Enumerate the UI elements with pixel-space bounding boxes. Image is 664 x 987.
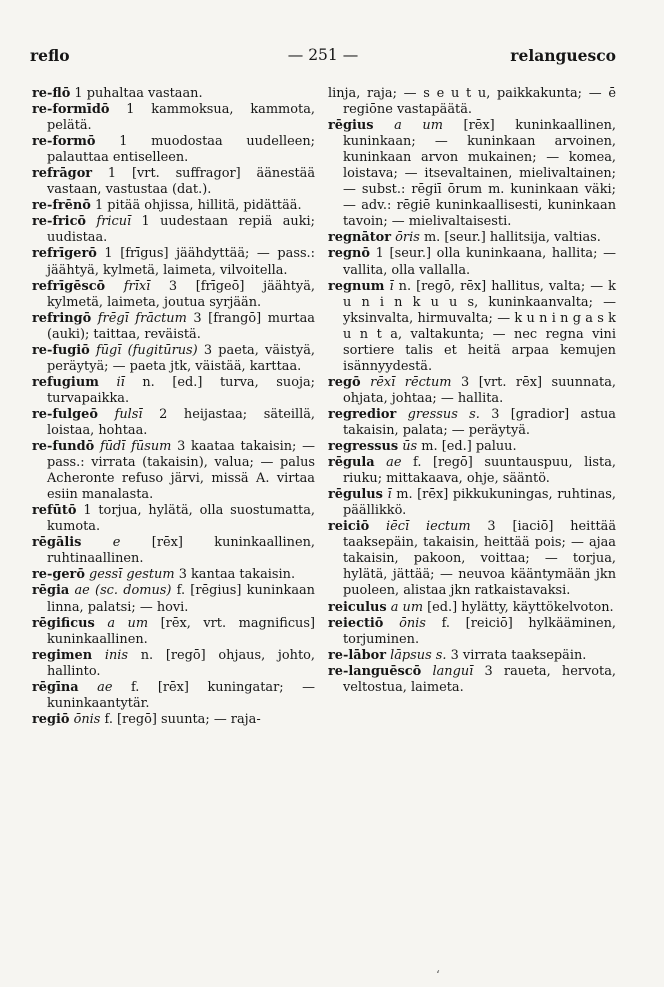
entry-definition: n. [regō, rēx] hallitus, valta; — k u n i n k u u s, kuninkaanvalta; — yksinvalta, hirmuvalta; — k u n i n g a s k u n t a, valtakunta; — nec regna vini sortiere talis et heitä arpaa kemujen isännyydestä.: [343, 278, 616, 374]
dictionary-entry: [32, 279, 315, 311]
entry-definition: [ed.] hylätty, käyttökelvoton.: [423, 599, 614, 615]
entry-headword: regō: [328, 374, 361, 390]
entry-definition: n. [ed.] turva, suoja; turvapaikka.: [47, 374, 315, 406]
dictionary-entry: [328, 455, 616, 487]
dictionary-entry: [32, 583, 315, 615]
entry-grammar: ūs: [398, 439, 418, 455]
entry-headword: re-fugiō: [32, 342, 90, 358]
entry-grammar: a um: [386, 599, 424, 615]
entry-definition: f. [regō] suuntauspuu, lista, riuku; mittakaava, ohje, sääntö.: [343, 455, 616, 487]
dictionary-entry: [328, 407, 616, 439]
entry-definition: 1 puhaltaa vastaan.: [70, 86, 203, 101]
entry-grammar: a um: [373, 118, 443, 134]
dictionary-entry: [328, 230, 616, 246]
right-column: [328, 86, 616, 696]
entry-definition: 1 [vrt. suffragor] äänestää vastaan, vastustaa (dat.).: [47, 166, 315, 198]
stray-mark: ʻ: [436, 968, 440, 982]
entry-headword: re-formīdō: [32, 102, 110, 118]
entry-definition: 1 [seur.] olla kuninkaana, hallita; — vallita, olla vallalla.: [343, 246, 616, 278]
dictionary-entry: [328, 600, 616, 616]
entry-grammar: ōnis: [69, 711, 101, 727]
entry-headword: reiciō: [328, 519, 370, 535]
entry-headword: reiculus: [328, 599, 387, 615]
dictionary-entry: [32, 86, 315, 102]
entry-definition: linja, raja; — s e u t u, paikkakunta; — ē regiōne vastapäätä.: [328, 86, 616, 118]
dictionary-entry: [32, 535, 315, 567]
entry-headword: re-fulgeō: [32, 406, 98, 422]
entry-grammar: ae: [78, 679, 113, 695]
entry-grammar: rēxī rēctum: [360, 374, 452, 390]
entry-definition: 3 [frangō] murtaa (auki); taittaa, reväistä.: [47, 310, 315, 342]
entry-headword: re-fundō: [32, 439, 95, 455]
entry-headword: regnō: [328, 246, 370, 262]
entry-definition: 1 [frīgus] jäähdyttää; — pass.: jäähtyä, kylmetä, laimeta, vilvoitella.: [47, 246, 315, 278]
dictionary-entry: [328, 86, 616, 118]
entry-definition: 3 [iaciō] heittää taaksepäin, takaisin, heittää pois; — ajaa takaisin, pakoon, voittaa; — torjua, hylätä, jättää; — neuvoa kääntymään jkn puoleen, alistaa jkn ratkaistavaksi.: [343, 519, 617, 599]
dictionary-entry: [32, 343, 315, 375]
entry-definition: 3 [vrt. rēx] suunnata, ohjata, johtaa; — hallita.: [343, 374, 616, 406]
entry-headword: re-formō: [32, 134, 96, 150]
entry-headword: re-languēscō: [328, 663, 422, 679]
left-running-head: reflo: [30, 46, 70, 65]
entry-grammar: inis: [92, 647, 129, 663]
entry-grammar: fūdī fūsum: [94, 439, 172, 455]
right-running-head: relanguesco: [510, 46, 616, 65]
dictionary-entry: [32, 198, 315, 214]
entry-grammar: iī: [98, 374, 125, 390]
entry-grammar: lāpsus s.: [386, 647, 447, 663]
entry-definition: f. [rēgius] kuninkaan linna, palatsi; — hovi.: [47, 583, 315, 615]
dictionary-entry: [32, 407, 315, 439]
entry-headword: re-fricō: [32, 214, 87, 230]
entry-grammar: fulsī: [97, 406, 143, 422]
dictionary-entry: [328, 616, 616, 648]
entry-headword: rēgulus: [328, 487, 383, 503]
entry-definition: m. [rēx] pikkukuningas, ruhtinas, päällikkö.: [343, 487, 616, 519]
entry-headword: rēgālis: [32, 535, 82, 551]
entry-grammar: frēgī frāctum: [91, 310, 187, 326]
dictionary-entry: [32, 503, 315, 535]
entry-grammar: gressus s.: [396, 406, 480, 422]
entry-headword: re-lābor: [328, 647, 386, 663]
entry-grammar: e: [81, 535, 121, 551]
entry-definition: 1 kammoksua, kammota, pelätä.: [47, 102, 315, 134]
entry-definition: 3 paeta, väistyä, peräytyä; — paeta jtk, väistää, karttaa.: [47, 342, 315, 374]
dictionary-entry: [32, 439, 315, 503]
entry-headword: re-frēnō: [32, 198, 91, 214]
entry-headword: re-gerō: [32, 567, 85, 583]
entry-definition: m. [ed.] paluu.: [417, 439, 517, 455]
dictionary-entry: [32, 166, 315, 198]
entry-grammar: languī: [421, 663, 474, 679]
dictionary-entry: [32, 567, 315, 583]
entry-definition: f. [regō] suunta; — raja-: [100, 711, 261, 727]
entry-definition: 3 [frīgeō] jäähtyä, kylmetä, laimeta, joutua syrjään.: [47, 278, 315, 310]
dictionary-entry: [328, 487, 616, 519]
entry-definition: 3 kantaa takaisin.: [174, 567, 296, 583]
entry-definition: f. [reiciō] hylkääminen, torjuminen.: [343, 615, 617, 647]
dictionary-entry: [32, 102, 315, 134]
entry-grammar: ōris: [391, 230, 420, 246]
dictionary-entry: [328, 664, 616, 696]
entry-definition: 3 kaataa takaisin; — pass.: virrata (takaisin), valua; — palus Acheronte refuso järvi, missä A. virtaa esiin manalasta.: [47, 439, 315, 503]
entry-definition: 1 pitää ohjissa, hillitä, pidättää.: [90, 198, 302, 214]
entry-grammar: frīxī: [105, 278, 151, 294]
entry-headword: refringō: [32, 310, 92, 326]
entry-definition: 1 uudestaan repiä auki; uudistaa.: [47, 214, 315, 246]
page-number: — 251 —: [287, 46, 359, 64]
dictionary-entry: [328, 118, 616, 230]
dictionary-entry: [32, 712, 315, 728]
entry-grammar: gessī gestum: [84, 567, 175, 583]
entry-headword: regiō: [32, 711, 70, 727]
entry-definition: 3 raueta, hervota, veltostua, laimeta.: [343, 663, 616, 695]
entry-headword: refrīgēscō: [32, 278, 106, 294]
entry-headword: refrīgerō: [32, 246, 97, 262]
entry-grammar: fricuī: [86, 214, 132, 230]
entry-definition: 1 muodostaa uudelleen; palauttaa entiselleen.: [47, 134, 315, 166]
entry-headword: refūtō: [32, 503, 77, 519]
entry-definition: n. [regō] ohjaus, johto, hallinto.: [47, 647, 316, 679]
entry-grammar: ōnis: [383, 615, 426, 631]
entry-definition: m. [seur.] hallitsija, valtias.: [419, 230, 601, 246]
entry-headword: refrāgor: [32, 166, 93, 182]
page-header: [30, 46, 616, 68]
entry-headword: regredior: [328, 406, 397, 422]
entry-grammar: ae: [374, 455, 402, 471]
entry-headword: rēgīna: [32, 679, 79, 695]
entry-definition: 3 [gradior] astua takaisin, palata; — peräytyä.: [343, 406, 616, 438]
dictionary-entry: [328, 439, 616, 455]
entry-definition: 3 virrata taaksepäin.: [446, 647, 587, 663]
dictionary-entry: [32, 648, 315, 680]
entry-headword: regimen: [32, 647, 93, 663]
entry-definition: 1 torjua, hylätä, olla suostumatta, kumota.: [47, 503, 315, 535]
entry-grammar: ī: [382, 487, 392, 503]
entry-headword: rēgula: [328, 455, 375, 471]
entry-definition: [rēx] kuninkaallinen, kuninkaan; — kuninkaan arvoinen, kuninkaan arvon mukainen; — komea, loistava; — itsevaltainen, mielivaltainen; — subst.: rēgiī ōrum m. kuninkaan väki; — adv.: rēgiē kuninkaallisesti, kuninkaan tavoin; — mielivaltaisesti.: [343, 118, 616, 230]
entry-headword: regnātor: [328, 230, 392, 246]
entry-headword: rēgius: [328, 118, 374, 134]
entry-grammar: ae (sc. domus): [69, 583, 172, 599]
entry-headword: rēgificus: [32, 615, 95, 631]
entry-grammar: ī: [384, 278, 394, 294]
entry-headword: regnum: [328, 278, 385, 294]
entry-grammar: iēcī iectum: [369, 519, 471, 535]
entry-headword: regressus: [328, 439, 399, 455]
dictionary-entry: [32, 680, 315, 712]
dictionary-entry: [32, 246, 315, 278]
entry-headword: rēgia: [32, 583, 70, 599]
dictionary-entry: [32, 134, 315, 166]
entry-definition: f. [rēx] kuningatar; — kuninkaantytär.: [47, 679, 315, 711]
dictionary-entry: [328, 519, 616, 599]
dictionary-entry: [328, 648, 616, 664]
dictionary-entry: [32, 214, 315, 246]
left-column: [32, 86, 315, 728]
entry-definition: [rēx] kuninkaallinen, ruhtinaallinen.: [47, 535, 315, 567]
dictionary-entry: [328, 375, 616, 407]
entry-headword: re-flō: [32, 86, 71, 101]
entry-definition: [rēx, vrt. magnificus] kuninkaallinen.: [47, 615, 315, 647]
dictionary-entry: [32, 311, 315, 343]
entry-definition: 2 heijastaa; säteillä, loistaa, hohtaa.: [47, 406, 315, 438]
entry-headword: reiectiō: [328, 615, 384, 631]
dictionary-entry: [328, 246, 616, 278]
entry-grammar: fūgī (fugitūrus): [89, 342, 198, 358]
entry-grammar: a um: [94, 615, 149, 631]
dictionary-entry: [32, 375, 315, 407]
dictionary-entry: [32, 616, 315, 648]
entry-headword: refugium: [32, 374, 99, 390]
dictionary-entry: [328, 279, 616, 375]
